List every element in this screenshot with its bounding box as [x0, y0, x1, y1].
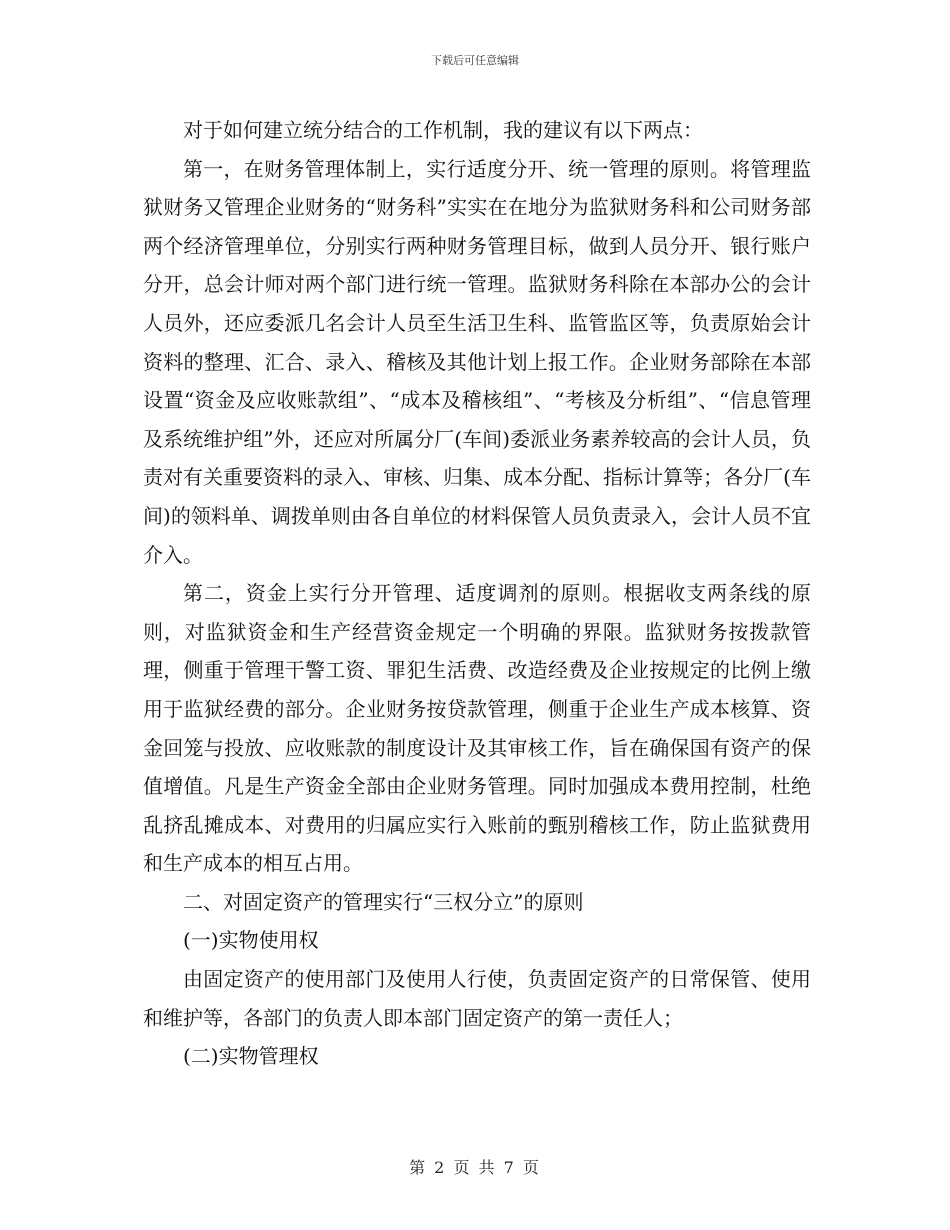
paragraph-point-two: 第二，资金上实行分开管理、适度调剂的原则。根据收支两条线的原则，对监狱资金和生产经营资金规定一个明确的界限。监狱财务按拨款管理，侧重于管理干警工资、罪犯生活费、改造经费及企业按规定的比例上缴用于监狱经费的部分。企业财务按贷款管理，侧重于企业生产成本核算、资金回笼与投放、应收账款的制度设计及其审核工作，旨在确保国有资产的保值增值。凡是生产资金全部由企业财务管理。同时加强成本费用控制，杜绝乱挤乱摊成本、对费用的归属应实行入账前的甄别稽核工作，防止监狱费用和生产成本的相互占用。 — [143, 581, 811, 876]
page-number-footer: 第 2 页 共 7 页 — [409, 1158, 541, 1177]
subheading-usage-right: (一)实物使用权 — [183, 928, 319, 953]
subheading-management-right: (二)实物管理权 — [183, 1044, 319, 1069]
paragraph-point-one: 第一，在财务管理体制上，实行适度分开、统一管理的原则。将管理监狱财务又管理企业财务的“财务科”实实在在地分为监狱财务科和公司财务部两个经济管理单位，分别实行两种财务管理目标，做到人员分开、银行账户分开，总会计师对两个部门进行统一管理。监狱财务科除在本部办公的会计人员外，还应委派几名会计人员至生活卫生科、监管监区等，负责原始会计资料的整理、汇合、录入、稽核及其他计划上报工作。企业财务部除在本部设置“资金及应收账款组”、“成本及稽核组”、“考核及分析组”、“信息管理及系统维护组”外，还应对所属分厂(车间)委派业务素养较高的会计人员，负责对有关重要资料的录入、审核、归集、成本分配、指标计算等；各分厂(车间)的领料单、调拨单则由各自单位的材料保管人员负责录入，会计人员不宜介入。 — [143, 156, 811, 567]
paragraph-intro: 对于如何建立统分结合的工作机制，我的建议有以下两点： — [183, 118, 703, 142]
paragraph-usage-right: 由固定资产的使用部门及使用人行使，负责固定资产的日常保管、使用和维护等，各部门的负责人即本部门固定资产的第一责任人； — [143, 967, 811, 1030]
document-body — [143, 111, 811, 1076]
page-header-note: 下载后可任意编辑 — [431, 54, 519, 67]
section-heading-fixed-assets: 二、对固定资产的管理实行“三权分立”的原则 — [183, 889, 584, 914]
